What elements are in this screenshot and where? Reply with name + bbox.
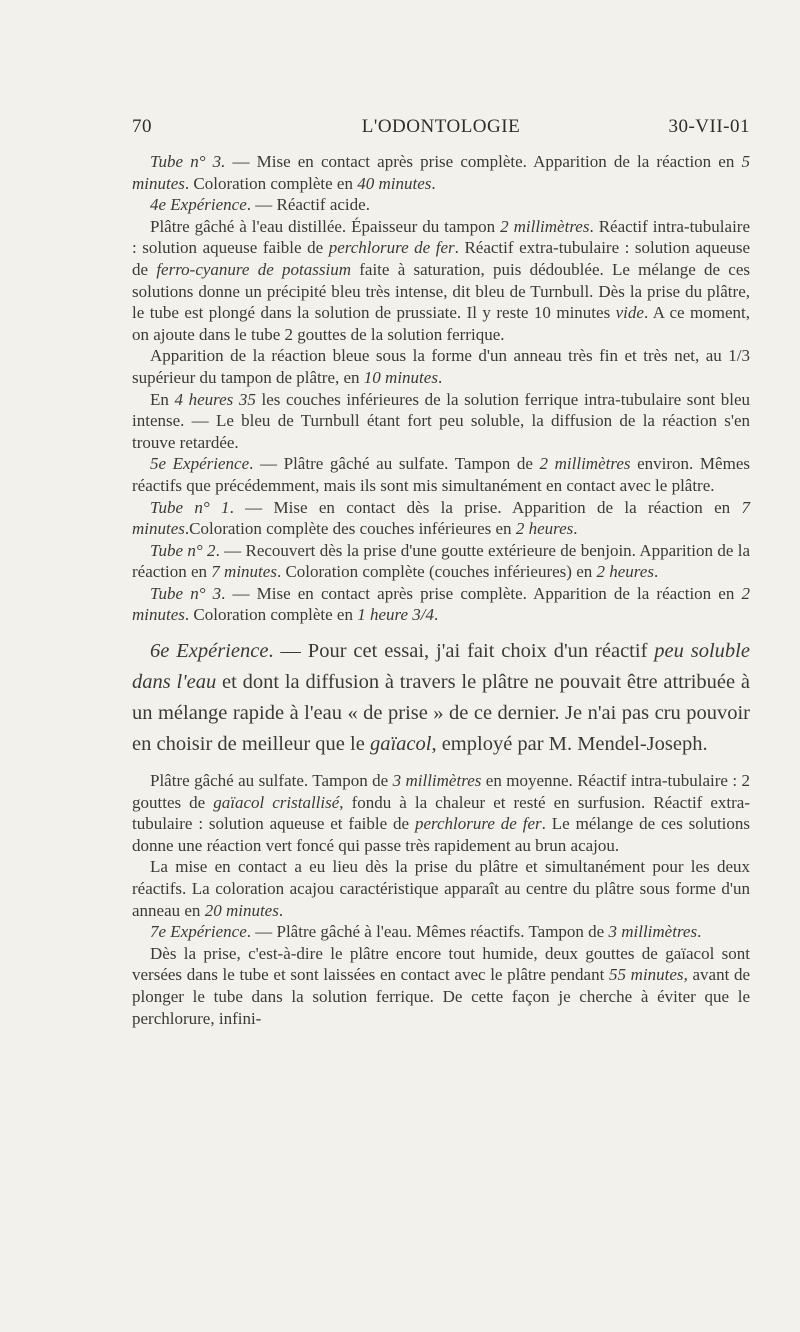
text-run: . Coloration complète en <box>184 605 358 625</box>
italic-run: 40 minutes <box>357 173 432 193</box>
paragraph <box>132 770 750 856</box>
text-run: . — Mise en contact dès la prise. Apparition de la réaction en <box>229 497 742 517</box>
page-number: 70 <box>132 116 152 137</box>
text-run: en moyenne. Réactif intra-tubulaire : 2 gouttes de <box>132 771 750 812</box>
text-run: faite à saturation, puis dédoublée. Le mélange de ces solutions donne un précipité bleu très intense, dit bleu de Turnbull. Dès la prise du plâtre, le tube est plongé dans la solution de prussiate. Il y reste 10 minutes <box>132 259 751 323</box>
page-body <box>132 151 750 1029</box>
text-run: En <box>150 389 175 409</box>
paragraph <box>132 497 750 540</box>
journal-title: L'ODONTOLOGIE <box>361 116 521 137</box>
italic-run: 2 heures <box>515 519 574 539</box>
paragraph <box>132 345 750 388</box>
italic-run: ferro-cyanure de potassium <box>156 259 351 279</box>
italic-run: gaïacol cristallisé <box>213 792 340 812</box>
text-run: , avant de plonger le tube dans la solution ferrique. De cette façon je cherche à éviter que le perchlorure, infini- <box>132 965 751 1028</box>
text-run: . <box>697 922 702 942</box>
text-run: . — Plâtre gâché au sulfate. Tampon de <box>249 454 540 474</box>
text-run: Plâtre gâché au sulfate. Tampon de <box>150 771 393 791</box>
paragraph <box>132 583 750 626</box>
text-run: Plâtre gâché à l'eau distillée. Épaisseur du tampon <box>150 216 501 236</box>
text-run: La mise en contact a eu lieu dès la prise du plâtre et simultanément pour les deux réactifs. La coloration acajou caractéristique apparaît au centre du plâtre sous forme d'un anneau en <box>132 857 750 920</box>
italic-run: 5 minutes <box>132 152 750 193</box>
text-block-small <box>132 151 750 626</box>
paragraph <box>132 921 750 943</box>
text-run: . — Mise en contact après prise complète. Apparition de la réaction en <box>221 583 742 603</box>
italic-run: vide <box>615 303 644 323</box>
text-run: . Réactif intra-tubulaire : solution aqueuse faible de <box>132 216 750 258</box>
italic-run: 10 minutes <box>363 367 438 387</box>
italic-run: 3 millimètres <box>392 771 482 791</box>
italic-run: Tube n° 3 <box>150 583 222 603</box>
italic-run: 20 minutes <box>204 900 279 920</box>
text-run: , fondu à la chaleur et resté en surfusion. Réactif extra-tubulaire : solution aqueuse et faible de <box>132 792 750 834</box>
paragraph <box>132 856 750 921</box>
text-run: . <box>437 367 443 387</box>
text-run: . Réactif extra-tubulaire : solution aqueuse de <box>132 238 750 279</box>
text-run: et dont la diffusion à travers le plâtre ne pouvait être attribuée à un mélange rapide à l'eau « de prise » de ce dernier. Je n'ai pas cru pouvoir en choisir de meilleur que le <box>132 671 750 756</box>
text-run: . — Pour cet essai, j'ai fait choix d'un réactif <box>268 640 655 663</box>
paragraph <box>132 216 750 346</box>
text-run: . Coloration complète en <box>184 173 358 193</box>
text-run: . <box>653 562 659 582</box>
italic-run: 5e Expérience <box>150 454 250 474</box>
italic-run: perchlorure de fer <box>414 814 542 834</box>
italic-run: 7 minutes <box>132 497 750 539</box>
issue-date: 30-VII-01 <box>668 116 750 137</box>
text-run: .Coloration complète des couches inférieures en <box>184 519 516 539</box>
italic-run: Tube n° 3. <box>150 152 226 171</box>
text-run: . <box>278 900 284 920</box>
running-header <box>132 116 750 144</box>
italic-run: Tube n° 2 <box>150 540 216 560</box>
text-run: . — Recouvert dès la prise d'une goutte extérieure de benjoin. Apparition de la réaction en <box>132 540 750 582</box>
italic-run: 7 minutes <box>211 562 277 582</box>
italic-run: 1 heure 3/4 <box>357 605 435 625</box>
italic-run: 2 millimètres <box>539 454 631 474</box>
paragraph <box>132 194 750 216</box>
paragraph <box>132 389 750 454</box>
italic-run: 2 heures <box>596 562 654 582</box>
text-run: environ. Mêmes réactifs que précédemment, mais ils sont mis simultanément en contact avec le plâtre. <box>132 454 750 495</box>
italic-run: 4e Expérience <box>150 195 247 215</box>
text-block-small-2 <box>132 770 750 1029</box>
italic-run: Tube n° 1 <box>150 497 230 517</box>
text-run: , employé par M. Mendel-Joseph. <box>431 733 708 756</box>
text-run: . <box>431 173 436 193</box>
text-run: les couches inférieures de la solution ferrique intra-tubulaire sont bleu intense. — Le bleu de Turnbull étant fort peu soluble, la diffusion de la réaction s'en trouve retardée. <box>132 389 750 452</box>
paragraph <box>132 636 750 760</box>
italic-run: 6e Expérience <box>150 640 269 663</box>
paragraph <box>132 540 750 583</box>
text-run: . — Réactif acide. <box>246 195 370 215</box>
italic-run: gaïacol <box>369 733 432 756</box>
text-run: Dès la prise, c'est-à-dire le plâtre encore tout humide, deux gouttes de gaïacol sont versées dans le tube et sont laissées en contact avec le plâtre pendant <box>132 943 750 985</box>
italic-run: peu soluble dans l'eau <box>132 640 750 694</box>
italic-run: 2 millimètres <box>500 216 590 236</box>
italic-run: 3 millimètres <box>608 922 698 942</box>
italic-run: 2 minutes <box>132 583 750 625</box>
paragraph <box>132 151 750 194</box>
text-run: . A ce moment, on ajoute dans le tube 2 gouttes de la solution ferrique. <box>132 303 750 344</box>
text-run: . — Plâtre gâché à l'eau. Mêmes réactifs. Tampon de <box>246 922 609 942</box>
italic-run: 7e Expérience <box>150 922 247 942</box>
text-run: Apparition de la réaction bleue sous la forme d'un anneau très fin et très net, au 1/3 supérieur du tampon de plâtre, en <box>132 346 750 387</box>
text-block-large <box>132 636 750 760</box>
text-run: — Mise en contact après prise complète. Apparition de la réaction en <box>225 152 742 171</box>
text-run: . Le mélange de ces solutions donne une réaction vert foncé qui passe très rapidement au brun acajou. <box>132 814 751 855</box>
italic-run: 55 minutes <box>609 965 684 985</box>
italic-run: 4 heures 35 <box>174 389 256 409</box>
paragraph <box>132 453 750 496</box>
text-run: . <box>434 605 439 625</box>
italic-run: perchlorure de fer <box>328 238 455 258</box>
text-run: . Coloration complète (couches inférieures) en <box>276 562 597 582</box>
paragraph <box>132 943 750 1029</box>
text-run: . <box>573 519 578 539</box>
